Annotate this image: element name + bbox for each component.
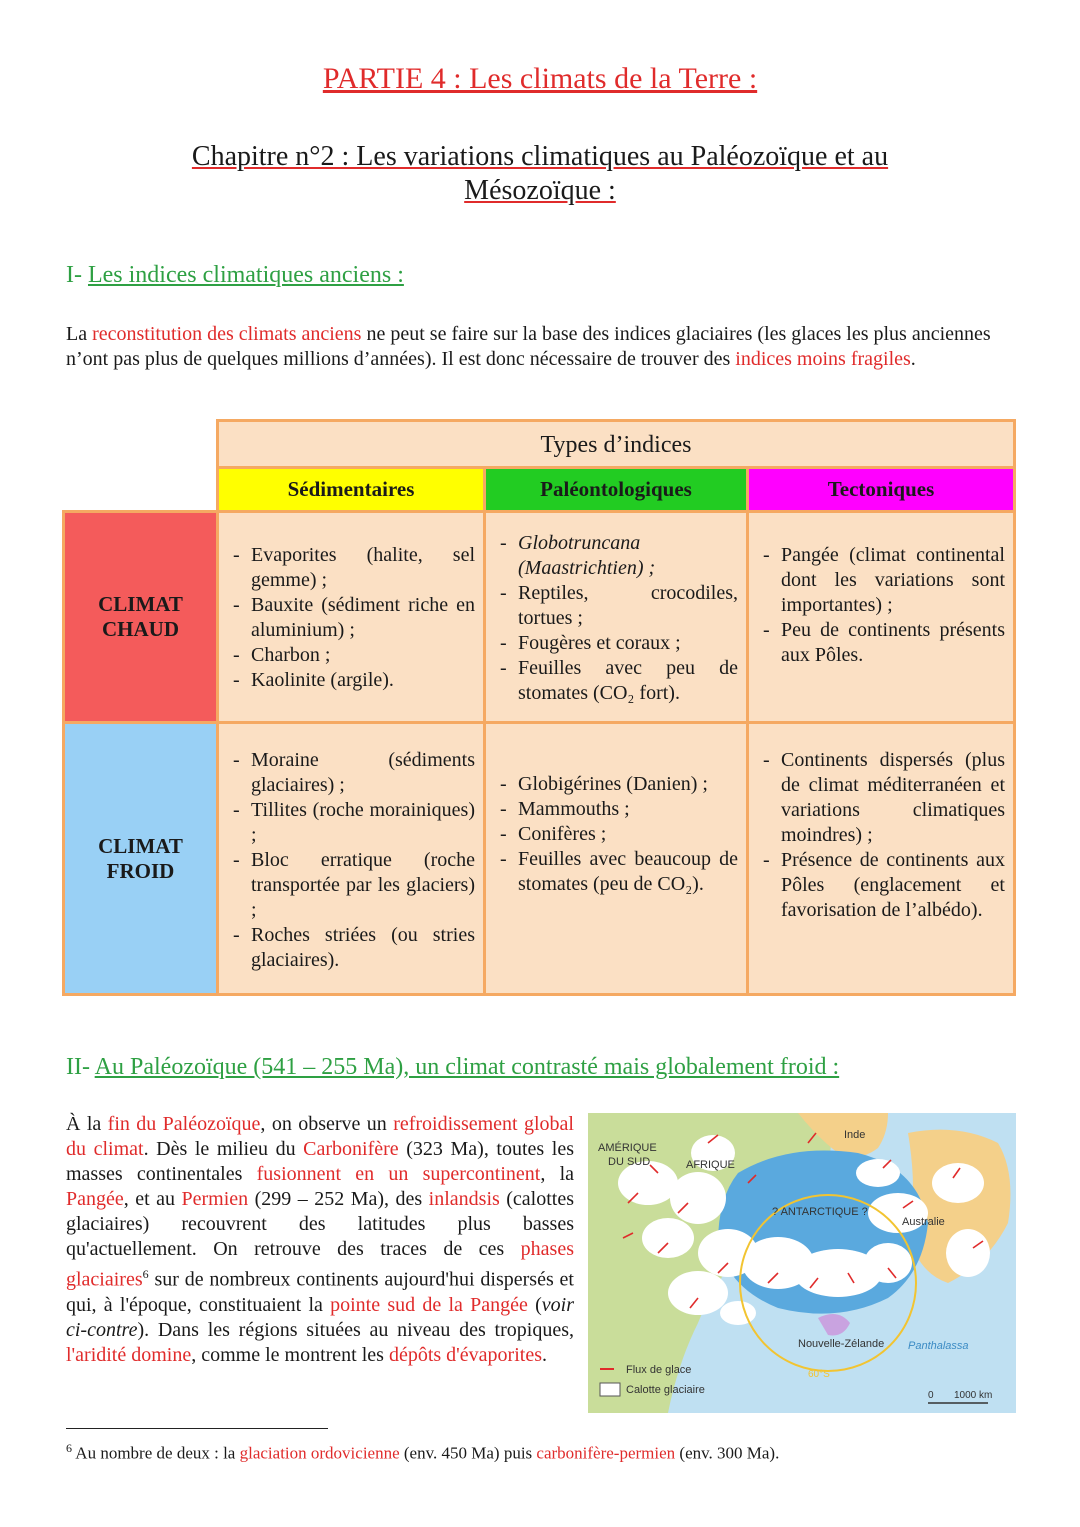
list-item: - Moraine (sédiments glaciaires) ; (227, 748, 475, 798)
table-title: Types d’indices (216, 419, 1016, 469)
label-south-america-1: AMÉRIQUE (598, 1142, 657, 1154)
text-run: ( (527, 1293, 542, 1316)
text-run: dépôts d'évaporites (388, 1343, 542, 1366)
text-run: inlandsis (428, 1188, 500, 1210)
footnote-separator (66, 1428, 328, 1429)
cell-hot-paleontological (483, 510, 749, 724)
text-run: refroidissement global du climat (66, 1113, 574, 1160)
label-scale-zero: 0 (928, 1390, 934, 1401)
cell-cold-sedimentary (216, 721, 486, 996)
list-item: - Feuilles avec peu de stomates (CO₂ fort). (494, 656, 738, 706)
text-run: À la (66, 1113, 108, 1135)
text-run: (calottes glaciaires) recouvrent des latitudes plus basses qu'actuellement. On retrouve des traces de ces (66, 1188, 575, 1260)
text-run: pointe sud de la Pangée (330, 1293, 528, 1316)
text-run: 6 (66, 1441, 72, 1455)
text-run: Permien (181, 1188, 249, 1210)
list-item: - Pangée (climat continental dont les variations sont importantes) ; (757, 543, 1005, 618)
list-item: - Bauxite (sédiment riche en aluminium) ; (227, 593, 475, 643)
list-item: - Tillites (roche morainiques) ; (227, 798, 475, 848)
cell-hot-tectonic (746, 510, 1016, 724)
text-run: Pangée (66, 1188, 124, 1210)
list-item: - Evaporites (halite, sel gemme) ; (227, 543, 475, 593)
section-heading-2 (66, 1054, 839, 1081)
row-label-line2: CHAUD (102, 617, 179, 641)
legend-ice-cap-label: Calotte glaciaire (626, 1384, 705, 1396)
text-run: l'aridité domine (66, 1343, 192, 1366)
label-africa: AFRIQUE (686, 1159, 735, 1171)
legend-ice-flow-label: Flux de glace (626, 1364, 692, 1376)
label-new-zealand: Nouvelle-Zélande (798, 1338, 885, 1350)
list-item: - Globigérines (Danien) ; (494, 772, 738, 797)
text-run: reconstitution des climats anciens (92, 323, 362, 345)
row-label-line1: CLIMAT (98, 592, 183, 616)
label-antarctica: ? ANTARCTIQUE ? (772, 1206, 868, 1218)
label-australia: Australie (902, 1216, 945, 1228)
label-india: Inde (844, 1129, 866, 1141)
column-header-tectonic: Tectoniques (746, 466, 1016, 513)
text-run: voir ci-contre (66, 1293, 574, 1341)
chapter-title (0, 140, 1080, 208)
intro-paragraph (66, 322, 1016, 372)
list-item: - Feuilles avec beaucoup de stomates (peu de CO₂). (494, 847, 738, 897)
label-latitude: 60°S (808, 1369, 830, 1380)
text-run: . (541, 1343, 547, 1366)
row-header-cold-climate (62, 721, 219, 996)
section-title: Les indices climatiques anciens : (87, 262, 404, 288)
text-run: ne peut se faire sur la base des indices glaciaires (les glaces les plus anciennes n’ont pas plus de quelques millions d’années). Il est donc nécessaire de trouver des (66, 323, 991, 370)
text-run: indices moins fragiles (735, 348, 911, 370)
label-panthalassa: Panthalassa (908, 1340, 969, 1352)
legend-ice-cap-symbol (600, 1383, 620, 1396)
section-number: II- (66, 1054, 90, 1080)
text-run: . (910, 348, 916, 370)
map-drawing (588, 1113, 1016, 1413)
list-item: - Mammouths ; (494, 797, 738, 822)
list-item: - Conifères ; (494, 822, 738, 847)
section-heading-1 (66, 262, 404, 289)
list-item: - Peu de continents présents aux Pôles. (757, 618, 1005, 668)
text-run: (env. 450 Ma) puis (399, 1443, 537, 1463)
list-item: - Fougères et coraux ; (494, 631, 738, 656)
text-run: fin du Paléozoïque (107, 1113, 261, 1135)
list-item: - Charbon ; (227, 643, 475, 668)
text-run: carbonifère-permien (536, 1443, 676, 1463)
text-run: La (66, 323, 93, 345)
list-item: - Reptiles, crocodiles, tortues ; (494, 581, 738, 631)
text-run: Au nombre de deux : la (72, 1443, 240, 1463)
cell-cold-tectonic (746, 721, 1016, 996)
row-label-line1: CLIMAT (98, 833, 183, 858)
row-label-line2: FROID (106, 858, 175, 883)
label-south-america-2: DU SUD (608, 1156, 651, 1168)
text-run: (323 Ma), toutes les masses continentales (66, 1138, 574, 1185)
footnote (66, 1441, 779, 1464)
text-run: , la (540, 1163, 574, 1185)
label-scale: 1000 km (954, 1390, 993, 1401)
pangea-glaciation-map (588, 1113, 1016, 1413)
list-item: - Roches striées (ou stries glaciaires). (227, 923, 475, 973)
column-header-paleontological: Paléontologiques (483, 466, 749, 513)
column-header-sedimentary: Sédimentaires (216, 466, 486, 513)
list-item: - Continents dispersés (plus de climat méditerranéen et variations climatiques moindres) ; (757, 748, 1005, 848)
section-number: I- (66, 262, 82, 288)
text-run: fusionnent en un supercontinent (256, 1163, 541, 1185)
text-run: glaciation ordovicienne (239, 1443, 400, 1463)
text-run: ). Dans les régions situées au niveau des tropiques, (137, 1318, 574, 1341)
text-run: (env. 300 Ma). (675, 1443, 780, 1463)
chapter-title-line1: Chapitre n°2 : Les variations climatiques au Paléozoïque et au (191, 141, 889, 172)
cell-hot-sedimentary (216, 510, 486, 724)
text-run: . Dès le milieu du (143, 1138, 304, 1160)
part-title: PARTIE 4 : Les climats de la Terre : (322, 62, 758, 95)
text-run: sur de nombreux continents aujourd'hui dispersés et qui, à l'époque, constituaient la (66, 1268, 574, 1316)
list-item: - Globotruncana (Maastrichtien) ; (494, 531, 738, 581)
text-run: Carbonifère (303, 1138, 399, 1160)
row-header-hot-climate (62, 510, 219, 724)
list-item: - Kaolinite (argile). (227, 668, 475, 693)
cell-cold-paleontological (483, 721, 749, 996)
chapter-title-line2: Mésozoïque : (464, 175, 616, 206)
text-run: , comme le montrent les (191, 1343, 389, 1366)
text-run: , et au (123, 1188, 182, 1210)
text-run: 6 (142, 1267, 149, 1281)
text-run: (299 – 252 Ma), des (248, 1188, 429, 1210)
list-item: - Présence de continents aux Pôles (englacement et favorisation de l’albédo). (757, 848, 1005, 923)
list-item: - Bloc erratique (roche transportée par les glaciers) ; (227, 848, 475, 923)
text-run: phases glaciaires (66, 1238, 574, 1291)
paleozoic-paragraph (66, 1112, 574, 1368)
text-run: , on observe un (260, 1113, 394, 1135)
section-title: Au Paléozoïque (541 – 255 Ma), un climat contrasté mais globalement froid : (94, 1054, 840, 1080)
